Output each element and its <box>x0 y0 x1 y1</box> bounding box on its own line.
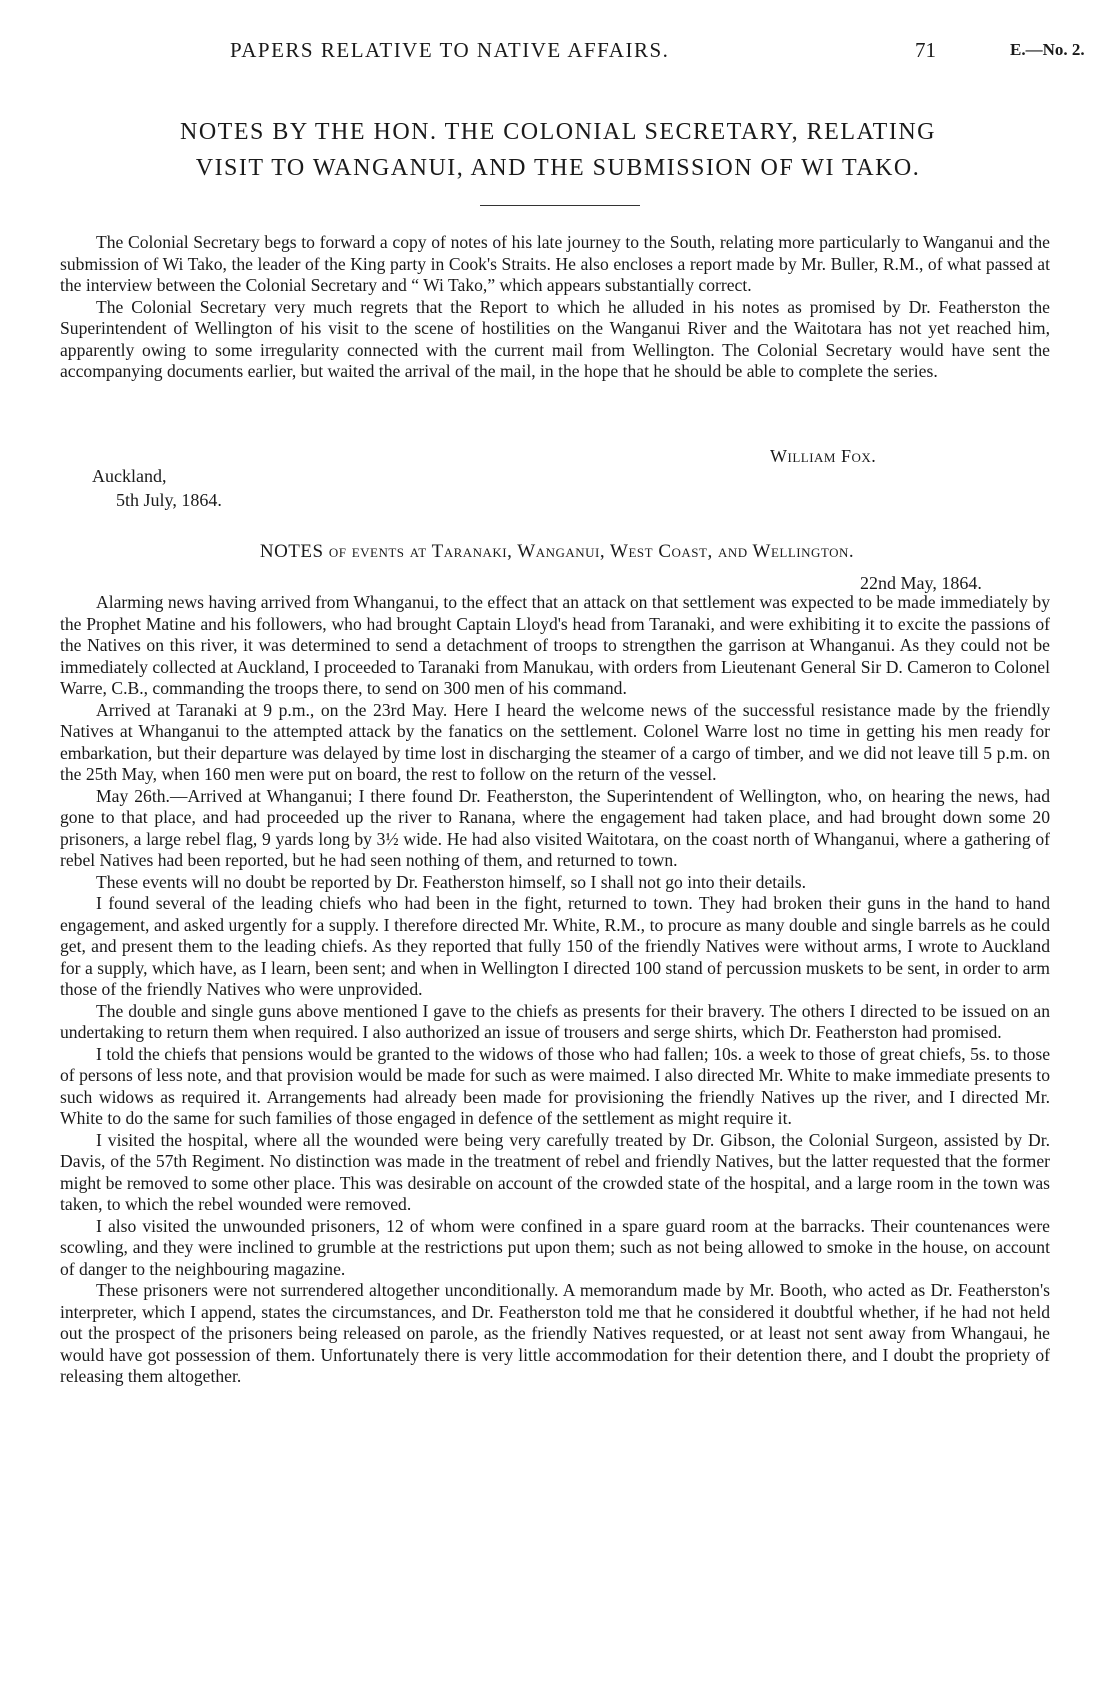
intro-paragraph: The Colonial Secretary begs to forward a copy of notes of his late journey to the South, relating more particularly to Wanganui and the submission of Wi Tako, the leader of the King party in Cook's Straits. He also encloses a report made by Mr. Buller, R.M., of what passed at the interview between the Colonial Secretary and “ Wi Tako,” which appears substantially correct. <box>60 232 1050 295</box>
page-title <box>58 114 1058 186</box>
date-line: 5th July, 1864. <box>116 490 222 510</box>
page-number: 71 <box>915 38 936 62</box>
notes-paragraph: May 26th.—Arrived at Whanganui; I there found Dr. Featherston, the Superintendent of Wellington, who, on hearing the news, had gone to that place, and had proceeded up the river to Ranana, where the engagement had taken place, and had brought down some 20 prisoners, a large rebel flag, 9 yards long by 3½ wide. He had also visited Waitotara, on the coast north of Whanganui, where a gathering of rebel Natives had been reported, but he had seen nothing of them, and returned to town. <box>60 785 1050 870</box>
running-header <box>0 36 1114 66</box>
notes-paragraph: These prisoners were not surrendered altogether unconditionally. A memorandum made by Mr. Booth, who acted as Dr. Featherston's interpreter, which I append, states the circumstances, and Dr. Featherston told me that he considered it doubtful whether, if he had not held out the prospect of the prisoners being released on parole, as the friendly Natives requested, or at least not sent away from Whangaui, he would have got possession of them. Unfortunately there is very little accommodation for their detention there, and I doubt the propriety of releasing them altogether. <box>60 1280 1050 1386</box>
document-code: E.—No. 2. <box>1010 40 1085 59</box>
notes-paragraph: These events will no doubt be reported by Dr. Featherston himself, so I shall not go into their details. <box>96 871 806 892</box>
notes-paragraph: I also visited the unwounded prisoners, 12 of whom were confined in a spare guard room at the barracks. Their countenances were scowling, and they were inclined to grumble at the restrictions put upon them; such as not being allowed to smoke in the house, on account of danger to the neighbouring magazine. <box>60 1215 1050 1279</box>
intro-paragraph: The Colonial Secretary very much regrets that the Report to which he alluded in his notes as promised by Dr. Featherston the Superintendent of Wellington of his visit to the scene of hostilities on the Wanganui River and the Waitotara has not yet reached him, apparently owing to some irregularity connected with the current mail from Wellington. The Colonial Secretary would have sent the accompanying documents earlier, but waited the arrival of the mail, in the hope that he should be able to complete the series. <box>60 296 1050 381</box>
place-and-date <box>92 464 222 512</box>
notes-heading <box>0 541 1114 563</box>
notes-paragraph: I told the chiefs that pensions would be granted to the widows of those who had fallen; 10s. a week to those of great chiefs, 5s. to those of persons of less note, and that provision would be made for such as were maimed. I also directed Mr. White to make immediate presents to such widows as required it. Arrangements had already been made for provisioning the friendly Natives up the river, and I directed Mr. White to do the same for such families of those engaged in defence of the settlement as might require it. <box>60 1043 1050 1128</box>
title-divider <box>480 205 640 206</box>
intro-section <box>60 232 1050 383</box>
notes-paragraph: Alarming news having arrived from Whanganui, to the effect that an attack on that settlement was expected to be made immediately by the Prophet Matine and his followers, who had brought Captain Lloyd's head from Taranaki, and were exhibiting it to excite the passions of the Natives on this river, it was determined to send a detachment of troops to strengthen the garrison at Whanganui. As they could not be immediately collected at Auckland, I proceeded to Taranaki from Manukau, with orders from Lieutenant General Sir D. Cameron to Colonel Warre, C.B., commanding the troops there, to send on 300 men of his command. <box>60 592 1050 698</box>
notes-paragraph: I found several of the leading chiefs who had been in the fight, returned to town. They had broken their guns in the hand to hand engagement, and asked urgently for a supply. I therefore directed Mr. White, R.M., to procure as many double and single barrels as he could get, and present them to the leading chiefs. As they reported that fully 150 of the friendly Natives were without arms, I wrote to Auckland for a supply, which have, as I learn, been sent; and when in Wellington I directed 100 stand of percussion muskets to be sent, in order to arm those of the friendly Natives who were unprovided. <box>60 893 1050 999</box>
title-line-2: VISIT TO WANGANUI, AND THE SUBMISSION OF WI TAKO. <box>195 155 921 181</box>
notes-section <box>60 592 1050 1388</box>
notes-paragraph: I visited the hospital, where all the wounded were being very carefully treated by Dr. Gibson, the Colonial Surgeon, assisted by Dr. Davis, of the 57th Regiment. No distinction was made in the treatment of rebel and friendly Natives, but the latter requested that the former might be removed to some other place. This was desirable on account of the crowded state of the hospital, and a large room in the town was taken, to which the rebel wounded were removed. <box>60 1129 1050 1214</box>
notes-heading-rest: of events at Taranaki, Wanganui, West Coast, and Wellington. <box>323 541 855 562</box>
notes-paragraph: The double and single guns above mentioned I gave to the chiefs as presents for their bravery. The others I directed to be issued on an undertaking to return them when required. I also authorized an issue of trousers and serge shirts, which Dr. Featherston had promised. <box>60 1000 1050 1042</box>
running-title: PAPERS RELATIVE TO NATIVE AFFAIRS. <box>230 38 670 62</box>
signature: William Fox. <box>770 446 877 466</box>
entry-date: 22nd May, 1864. <box>860 573 982 593</box>
title-line-1: NOTES BY THE HON. THE COLONIAL SECRETARY, RELATING <box>180 119 936 145</box>
notes-heading-lead: NOTES <box>259 541 324 562</box>
notes-paragraph: Arrived at Taranaki at 9 p.m., on the 23rd May. Here I heard the welcome news of the successful resistance made by the friendly Natives at Whanganui to the attempted attack by the fanatics on the settlement. Colonel Warre lost no time in getting his men ready for embarkation, but their departure was delayed by time lost in discharging the steamer of a cargo of timber, and we did not leave till 5 p.m. on the 25th May, when 160 men were put on board, the rest to follow on the return of the vessel. <box>60 699 1050 784</box>
place-line: Auckland, <box>92 466 167 486</box>
